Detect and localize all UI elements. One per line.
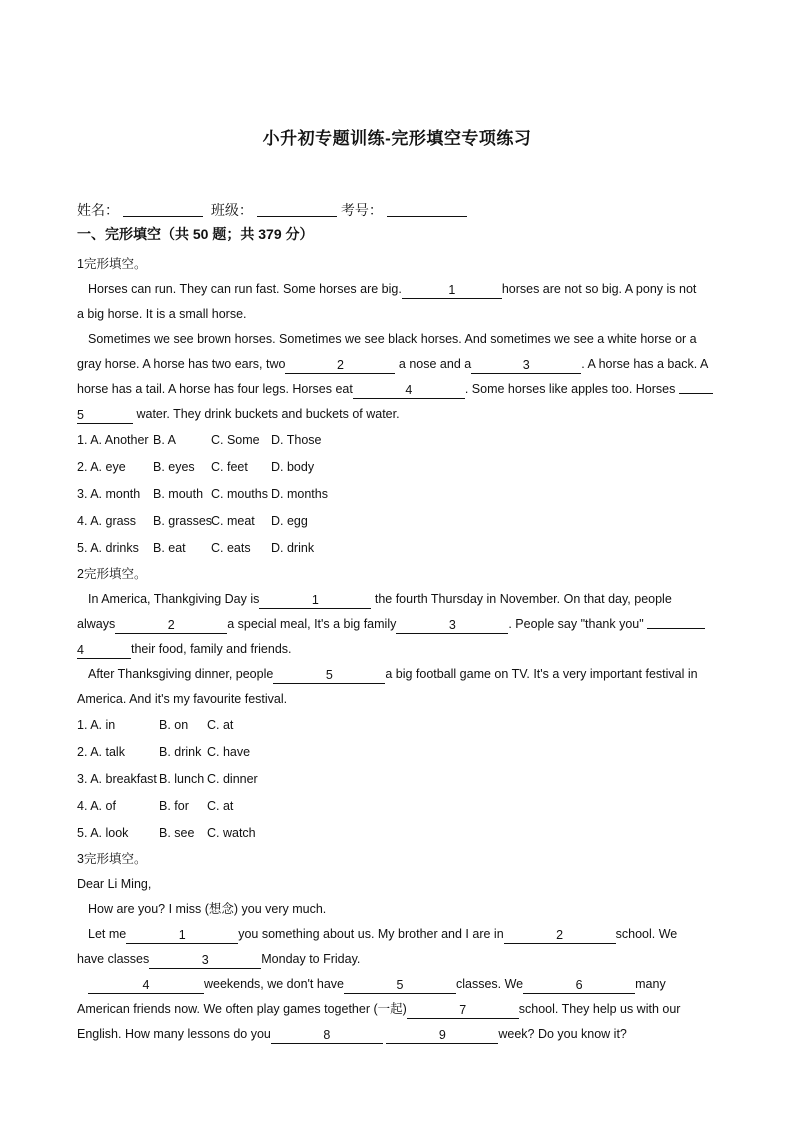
option[interactable]: B. for: [159, 799, 189, 813]
option[interactable]: C. dinner: [207, 772, 258, 786]
option[interactable]: D. months: [271, 487, 328, 501]
option-row: [77, 481, 719, 508]
option[interactable]: C. Some: [211, 433, 260, 447]
passage-line: In America, Thankgiving Day is 1 the fourth Thursday in November. On that day, people: [88, 592, 672, 607]
option-row: [77, 535, 719, 562]
page-title: 小升初专题训练-完形填空专项练习: [262, 129, 532, 148]
question-2-options: [77, 712, 719, 847]
question-3-passage: [77, 897, 719, 1047]
blank-2[interactable]: 2: [115, 617, 227, 634]
blank-4[interactable]: 4: [88, 977, 204, 994]
passage-line: gray horse. A horse has two ears, two 2 a nose and a 3 . A horse has a back. A: [77, 357, 709, 372]
option[interactable]: B. on: [159, 718, 189, 732]
passage-line: a big horse. It is a small horse.: [77, 307, 247, 321]
blank-4[interactable]: 4: [353, 382, 465, 399]
option[interactable]: C. watch: [207, 826, 256, 840]
option[interactable]: C. eats: [211, 541, 251, 555]
blank-9[interactable]: 9: [386, 1027, 498, 1044]
blank-4[interactable]: 4: [77, 642, 131, 659]
blank-5[interactable]: 5: [344, 977, 456, 994]
passage-line: American friends now. We often play games together (一起) 7 school. They help us with our: [77, 1002, 681, 1017]
option-row: [77, 508, 719, 535]
option-row: [77, 427, 719, 454]
blank-1[interactable]: 1: [259, 592, 371, 609]
blank-4-start[interactable]: [647, 612, 705, 629]
passage-line: After Thanksgiving dinner, people 5 a big football game on TV. It's a very important festival in: [88, 667, 698, 682]
passage-line: America. And it's my favourite festival.: [77, 692, 288, 706]
option[interactable]: 2. A. eye: [77, 460, 126, 474]
option[interactable]: B. eyes: [153, 460, 195, 474]
blank-6[interactable]: 6: [523, 977, 635, 994]
worksheet-content: [77, 198, 719, 1047]
question-1-heading: 1完形填空。: [77, 257, 147, 271]
option-row: [77, 739, 719, 766]
option-row: [77, 712, 719, 739]
passage-line: How are you? I miss (想念) you very much.: [88, 902, 327, 916]
blank-1[interactable]: 1: [126, 927, 238, 944]
question-2-heading: 2完形填空。: [77, 567, 147, 581]
option[interactable]: B. mouth: [153, 487, 204, 501]
option[interactable]: 4. A. grass: [77, 514, 137, 528]
passage-line: Sometimes we see brown horses. Sometimes we see black horses. And sometimes we see a white horse or a: [88, 332, 697, 346]
option[interactable]: B. see: [159, 826, 195, 840]
question-2-passage: [77, 587, 719, 712]
option[interactable]: B. grasses: [153, 514, 213, 528]
option[interactable]: D. drink: [271, 541, 315, 555]
passage-line: Let me 1 you something about us. My brother and I are in 2 school. We: [88, 927, 678, 942]
passage-line: 4 their food, family and friends.: [77, 642, 292, 657]
option[interactable]: B. eat: [153, 541, 186, 555]
option-row: [77, 793, 719, 820]
option[interactable]: C. mouths: [211, 487, 268, 501]
blank-5[interactable]: 5: [273, 667, 385, 684]
passage-line: 5 water. They drink buckets and buckets of water.: [77, 407, 400, 422]
blank-8[interactable]: 8: [271, 1027, 383, 1044]
option[interactable]: 3. A. breakfast: [77, 772, 157, 786]
option[interactable]: 3. A. month: [77, 487, 141, 501]
option[interactable]: 1. A. in: [77, 718, 116, 732]
blank-3[interactable]: 3: [471, 357, 581, 374]
option-row: [77, 820, 719, 847]
option[interactable]: D. body: [271, 460, 315, 474]
blank-3[interactable]: 3: [149, 952, 261, 969]
question-3-heading: 3完形填空。: [77, 852, 147, 866]
option[interactable]: C. feet: [211, 460, 248, 474]
option[interactable]: 1. A. Another: [77, 433, 149, 447]
option[interactable]: B. drink: [159, 745, 202, 759]
option-row: [77, 454, 719, 481]
blank-5[interactable]: 5: [77, 407, 133, 424]
blank-7[interactable]: 7: [407, 1002, 519, 1019]
option[interactable]: D. egg: [271, 514, 308, 528]
blank-1[interactable]: 1: [402, 282, 502, 299]
section-heading: 一、完形填空（共 50 题；共 379 分）: [77, 226, 314, 242]
option[interactable]: C. at: [207, 799, 234, 813]
student-info-row: [77, 198, 719, 222]
passage-line: English. How many lessons do you 8 9 week? Do you know it?: [77, 1027, 627, 1042]
blank-2[interactable]: 2: [504, 927, 616, 944]
option[interactable]: D. Those: [271, 433, 322, 447]
option[interactable]: C. meat: [211, 514, 255, 528]
option-row: [77, 766, 719, 793]
class-blank[interactable]: [257, 202, 337, 217]
number-blank[interactable]: [387, 202, 467, 217]
name-blank[interactable]: [123, 202, 203, 217]
blank-2[interactable]: 2: [285, 357, 395, 374]
option[interactable]: 2. A. talk: [77, 745, 125, 759]
option[interactable]: 5. A. drinks: [77, 541, 139, 555]
blank-5-start[interactable]: [679, 377, 713, 394]
passage-line: always 2 a special meal, It's a big family 3 . People say "thank you": [77, 612, 719, 637]
option[interactable]: C. at: [207, 718, 234, 732]
number-label: 考号：: [340, 202, 383, 218]
option[interactable]: 4. A. of: [77, 799, 116, 813]
question-1-options: [77, 427, 719, 562]
option[interactable]: 5. A. look: [77, 826, 129, 840]
question-1-passage: [77, 277, 719, 427]
passage-line: Horses can run. They can run fast. Some horses are big. 1 horses are not so big. A pony is not: [88, 282, 697, 297]
passage-line: have classes 3 Monday to Friday.: [77, 952, 361, 967]
passage-line: horse has a tail. A horse has four legs. Horses eat 4 . Some horses like apples too. Horses: [77, 377, 719, 402]
passage-line: 4 weekends, we don't have 5 classes. We 6 many: [77, 972, 719, 997]
option[interactable]: B. A: [153, 433, 176, 447]
name-label: 姓名：: [77, 202, 119, 218]
blank-3[interactable]: 3: [396, 617, 508, 634]
option[interactable]: C. have: [207, 745, 251, 759]
option[interactable]: B. lunch: [159, 772, 205, 786]
letter-greeting: Dear Li Ming,: [77, 877, 152, 891]
class-label: 班级：: [210, 202, 253, 218]
